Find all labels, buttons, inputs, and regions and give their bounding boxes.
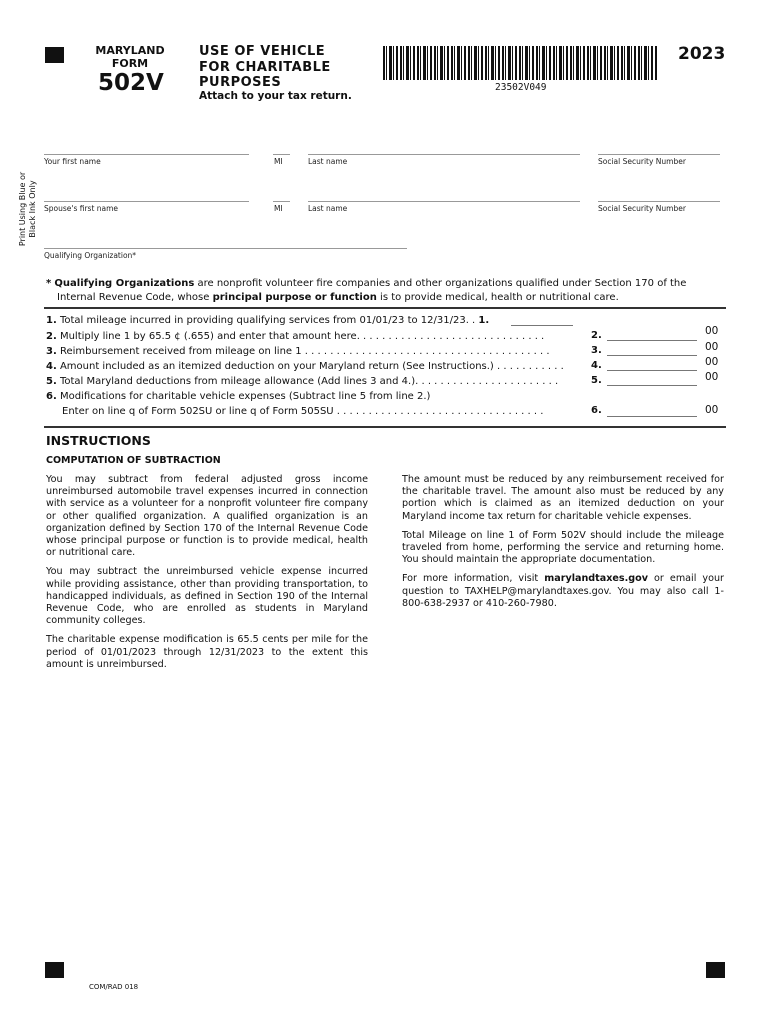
right-paragraph-2: Total Mileage on line 1 of Form 502V should include the mileage traveled from home, performing the service and returning home. You should maintain the appropriate documentation. [402,529,724,566]
mi-field[interactable] [273,154,290,155]
contact-text-2: or email your question to TAXHELP@marylandtaxes.gov. You may also call 1-800-638-2937 or 410-260-7980. [402,573,724,609]
ssn-label: Social Security Number [598,157,686,166]
line-6-continued: Enter on line q of Form 502SU or line q of Form 505SU . . . . . . . . . . . . . . . . . . . . . . . . . . . . . . . . . [62,406,544,417]
right-paragraph-3 [402,573,724,610]
form-title [199,44,331,91]
instructions-right-column [402,474,724,617]
title-line-1: USE OF VEHICLE [199,44,326,59]
line-2-ref: 2. [591,330,602,341]
website-link[interactable]: marylandtaxes.gov [544,573,648,585]
left-paragraph-3: The charitable expense modification is 65.5 cents per mile for the period of 01/01/2023 through 12/31/2023 to the extent this amount is unreimbursed. [46,634,368,670]
line-3-cents: 00 [705,341,719,353]
spouse-mi-label: MI [274,204,283,213]
divider-2 [44,426,726,428]
registration-mark-bottom-right [706,962,725,978]
note-text-1: are nonprofit volunteer fire companies and other organizations qualified under Section 170 of the [194,278,687,289]
line-6: 6. Modifications for charitable vehicle expenses (Subtract line 5 from line 2.) [46,391,431,402]
qualifying-note [46,277,726,305]
ssn-field[interactable] [598,154,720,155]
line-4-ref: 4. [591,360,602,371]
line-6-input[interactable] [607,416,697,417]
spouse-ssn-field[interactable] [598,201,720,202]
spouse-first-name-label: Spouse's first name [44,204,119,213]
instructions-left-column [46,474,368,678]
first-name-field[interactable] [44,154,249,155]
line-1: 1. Total mileage incurred in providing qualifying services from 01/01/23 to 12/31/23. . 1. [46,315,490,326]
last-name-label: Last name [308,157,348,166]
spouse-first-name-field[interactable] [44,201,249,202]
left-paragraph-1: You may subtract from federal adjusted gross income unreimbursed automobile travel expenses incurred in connection with service as a volunteer for a nonprofit volunteer fire company or other qualified organization. A qualified organization is an organization defined by Section 170 of the Internal Revenue Code whose principal purpose or function is to provide medical, health or nutritional care. [46,474,368,559]
line-4-input[interactable] [607,370,697,371]
line-2-cents: 00 [705,325,719,337]
title-line-3: PURPOSES [199,75,282,90]
divider [44,307,726,309]
line-1-input[interactable] [511,325,573,326]
line-3: 3. Reimbursement received from mileage on line 1 . . . . . . . . . . . . . . . . . . . . . . . . . . . . . . . . . . . . . . . [46,346,550,357]
barcode [383,46,657,80]
registration-mark-bottom-left [45,962,64,978]
note-star: * [46,278,52,289]
form-number: 502V [98,70,164,96]
computation-heading: COMPUTATION OF SUBTRACTION [46,455,221,466]
mi-label: MI [274,157,283,166]
line-5: 5. Total Maryland deductions from mileage allowance (Add lines 3 and 4.). . . . . . . . . . . . . . . . . . . . . . . [46,376,559,387]
line-5-input[interactable] [607,385,697,386]
spouse-last-name-label: Last name [308,204,348,213]
registration-mark-top-left [45,47,64,63]
line-3-ref: 3. [591,345,602,356]
line-5-cents: 00 [705,371,719,383]
first-name-label: Your first name [44,157,101,166]
spouse-ssn-label: Social Security Number [598,204,686,213]
last-name-field[interactable] [308,154,580,155]
note-text-2: Internal Revenue Code, whose [57,292,213,303]
line-5-ref: 5. [591,375,602,386]
line-4: 4. Amount included as an itemized deduction on your Maryland return (See Instructions.) . . . . . . . . . . . [46,361,564,372]
instructions-heading: INSTRUCTIONS [46,433,151,448]
organization-field[interactable] [44,248,407,249]
form-code: COM/RAD 018 [89,983,139,991]
spouse-last-name-field[interactable] [308,201,580,202]
title-line-2: FOR CHARITABLE [199,59,331,75]
line-3-input[interactable] [607,355,697,356]
ink-note-text: Print Using Blue or Black Ink Only [18,171,37,247]
line-6-ref: 6. [591,405,602,416]
right-paragraph-1: The amount must be reduced by any reimbursement received for the charitable travel. The amount also must be reduced by any portion which is claimed as an itemized deduction on your Maryland income tax return for charitable vehicle expenses. [402,474,724,522]
ink-note [18,163,42,255]
contact-text-1: For more information, visit [402,573,545,585]
spouse-mi-field[interactable] [273,201,290,202]
barcode-number: 23502V049 [495,82,547,93]
left-paragraph-2: You may subtract the unreimbursed vehicle expense incurred while providing assistance, other than providing transportation, to handicapped individuals, as defined in Section 190 of the Internal Revenue Code, who are enrolled as students in Maryland community colleges. [46,566,368,627]
form-state-label [94,44,166,70]
tax-year: 2023 [678,44,726,64]
line-2-input[interactable] [607,340,697,341]
state-label: MARYLAND [95,44,165,57]
line-6-cents: 00 [705,404,719,416]
line-2: 2. Multiply line 1 by 65.5 ¢ (.655) and enter that amount here. . . . . . . . . . . . . . . . . . . . . . . . . . . . . . [46,331,545,342]
line-4-cents: 00 [705,356,719,368]
form-word-label: FORM [111,57,149,70]
organization-label: Qualifying Organization* [44,251,137,260]
note-bold-phrase: principal purpose or function [212,292,377,303]
note-bold-term: Qualifying Organizations [54,278,195,289]
attach-instruction: Attach to your tax return. [199,90,352,102]
note-text-3: is to provide medical, health or nutritional care. [376,292,619,303]
